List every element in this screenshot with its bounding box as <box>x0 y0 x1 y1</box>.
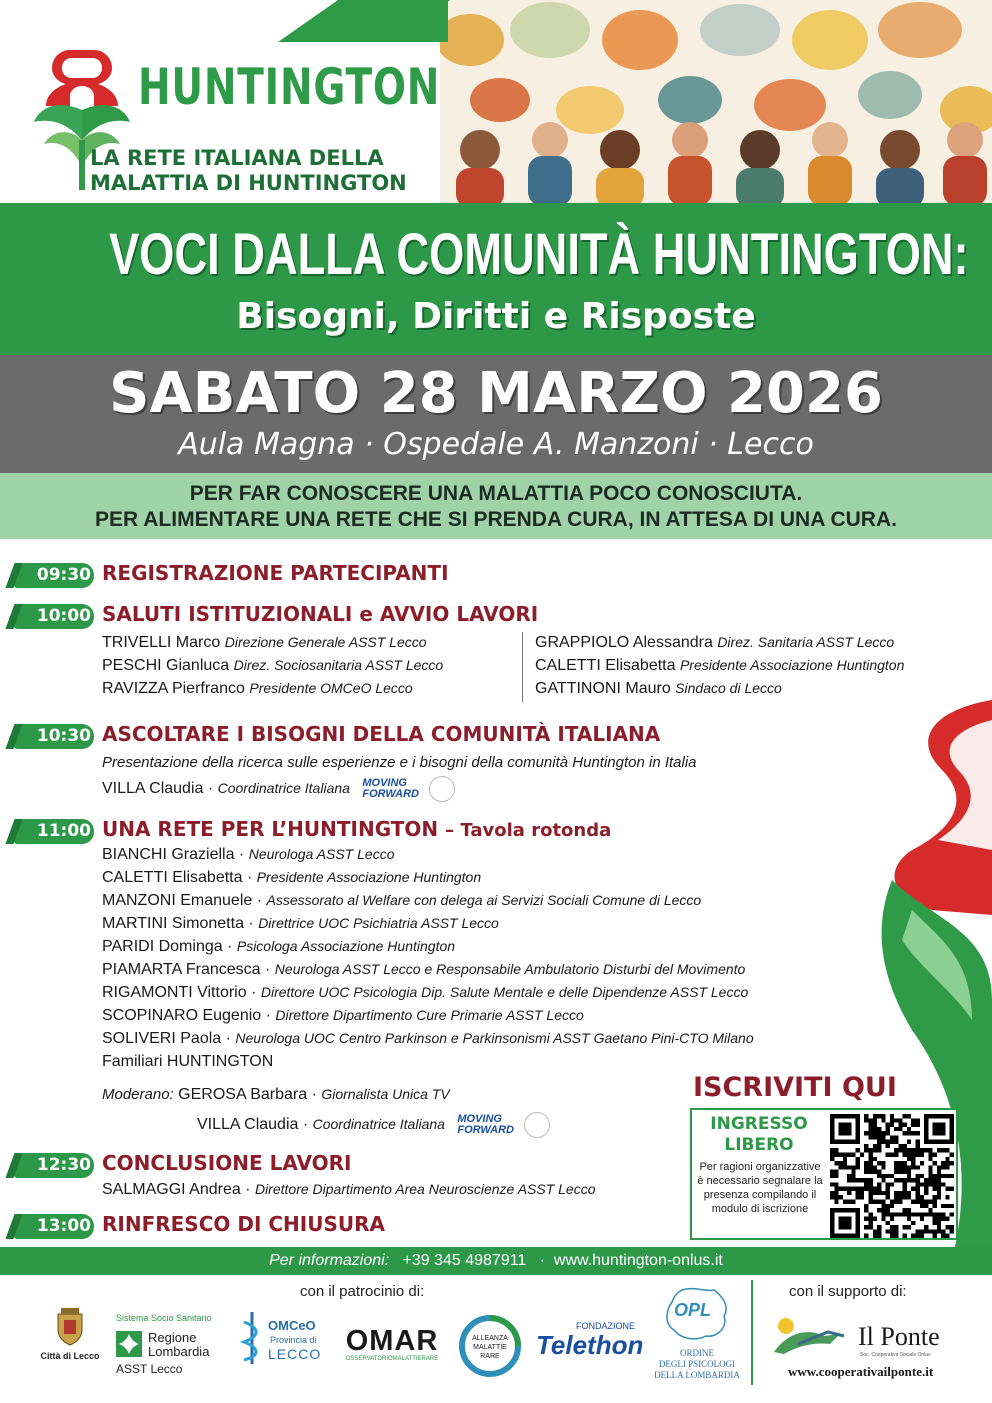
column-divider <box>522 632 523 702</box>
speaker-role: Neurologa UOC Centro Parkinson e Parkinsonismi ASST Gaetano Pini-CTO Milano <box>235 1030 754 1046</box>
watercolor-crowd-icon <box>440 0 992 203</box>
moderator-line: VILLA Claudia · Coordinatrice Italiana MOVING FORWARD <box>197 1112 550 1138</box>
logo-title: HUNTINGTON <box>138 58 441 116</box>
speaker-line: MARTINI Simonetta · Direttrice UOC Psichiatria ASST Lecco <box>102 915 499 932</box>
community-illustration <box>440 0 992 203</box>
speaker-role: Presidente Associazione Huntington <box>256 869 482 885</box>
speaker-role: Assessorato al Welfare con delega ai Servizi Sociali Comune di Lecco <box>266 892 702 908</box>
speaker-name: GRAPPIOLO Alessandra <box>535 634 713 651</box>
speaker-role: Neurologa ASST Lecco e Responsabile Ambulatorio Disturbi del Movimento <box>274 961 746 977</box>
speaker-name: VILLA Claudia <box>102 780 204 798</box>
speaker-line <box>102 1053 273 1071</box>
moderator-line: Moderano: GEROSA Barbara · Giornalista Unica TV <box>102 1086 450 1103</box>
speaker-name: MARTINI Simonetta <box>102 915 244 932</box>
speaker-line: BIANCHI Graziella · Neurologa ASST Lecco <box>102 846 395 863</box>
speaker-role: Direttore UOC Psicologia Dip. Salute Mentale e delle Dipendenze ASST Lecco <box>260 984 749 1000</box>
speaker-role: Direttore Dipartimento Area Neuroscienze ASST Lecco <box>254 1181 596 1197</box>
time-badge: 11:00 <box>14 819 94 844</box>
session-description: Presentazione della ricerca sulle esperienze e i bisogni della comunità Huntington in Italia <box>102 754 697 771</box>
logo-subtitle-line2: MALATTIA DI HUNTINGTON <box>90 171 407 195</box>
speaker-line <box>102 634 427 652</box>
time-badge: 13:00 <box>14 1214 94 1239</box>
sponsor-telethon: FONDAZIONE Telethon <box>536 1321 644 1360</box>
sponsor-omar: OMAR OSSERVATORIOMALATTIERARE <box>345 1325 439 1362</box>
lecco-crest-icon <box>55 1308 85 1346</box>
time-badge: 10:30 <box>14 724 94 749</box>
speaker-line: SOLIVERI Paola · Neurologa UOC Centro Parkinson e Parkinsonismi ASST Gaetano Pini-CTO Milano <box>102 1030 754 1047</box>
speaker-line: PIAMARTA Francesca · Neurologa ASST Lecco e Responsabile Ambulatorio Disturbi del Movimento <box>102 961 746 978</box>
time-badge: 10:00 <box>14 604 94 629</box>
moderator-name: VILLA Claudia <box>197 1116 299 1134</box>
speaker-role: Direttore Dipartimento Cure Primarie ASST Lecco <box>275 1007 584 1023</box>
speaker-name: MANZONI Emanuele <box>102 892 253 909</box>
time-badge: 12:30 <box>14 1153 94 1178</box>
speaker-role: Psicologa Associazione Huntington <box>236 938 456 954</box>
speaker-name: RAVIZZA Pierfranco <box>102 680 245 697</box>
huntington-small-logo-icon <box>524 1112 550 1138</box>
moderator-name: GEROSA Barbara <box>178 1086 308 1103</box>
speaker-line: CALETTI Elisabetta · Presidente Associazione Huntington <box>102 869 482 886</box>
speaker-name: PARIDI Dominga <box>102 938 223 955</box>
speaker-role: Coordinatrice Italiana <box>217 780 350 797</box>
title-band <box>0 203 992 355</box>
speaker-name: GATTINONI Mauro <box>535 680 671 697</box>
slot-title: REGISTRAZIONE PARTECIPANTI <box>102 561 449 585</box>
signup-box[interactable] <box>690 1108 958 1240</box>
slot-title: SALUTI ISTITUZIONALI e AVVIO LAVORI <box>102 602 539 626</box>
green-corner-shape <box>278 0 448 42</box>
il-ponte-bridge-icon <box>768 1314 848 1358</box>
speaker-name: TRIVELLI Marco <box>102 634 221 651</box>
huntington-small-logo-icon <box>429 776 455 802</box>
speaker-line: MANZONI Emanuele · Assessorato al Welfare con delega ai Servizi Sociali Comune di Lecco <box>102 892 702 909</box>
speaker-name: BIANCHI Graziella <box>102 846 235 863</box>
slot-title: UNA RETE PER L’HUNTINGTON – Tavola rotonda <box>102 817 612 841</box>
speaker-role: Sindaco di Lecco <box>675 680 782 696</box>
speaker-line: VILLA Claudia · Coordinatrice Italiana MOVING FORWARD <box>102 776 455 802</box>
speaker-role: Presidente Associazione Huntington <box>679 657 905 673</box>
registration-note: Per ragioni organizzative è necessario segnalare la presenza compilando il modulo di iscrizione <box>697 1161 823 1215</box>
speaker-name: PESCHI Gianluca <box>102 657 230 674</box>
slot-title: RINFRESCO DI CHIUSURA <box>102 1212 385 1236</box>
regione-lombardia-icon <box>116 1331 142 1357</box>
speaker-name: PIAMARTA Francesca <box>102 961 261 978</box>
support-label: con il supporto di: <box>789 1283 907 1300</box>
omceo-caduceus-icon <box>234 1310 270 1366</box>
speaker-line: RIGAMONTI Vittorio · Direttore UOC Psicologia Dip. Salute Mentale e delle Dipendenze ASST Lecco <box>102 984 749 1001</box>
event-title: VOCI DALLA COMUNITÀ HUNTINGTON: <box>109 222 969 287</box>
sponsor-lecco: Città di Lecco <box>38 1308 102 1361</box>
speaker-name: SCOPINARO Eugenio <box>102 1007 262 1024</box>
speaker-line: PARIDI Dominga · Psicologa Associazione Huntington <box>102 938 456 955</box>
time-badge: 09:30 <box>14 563 94 588</box>
speaker-line <box>102 657 443 675</box>
phone-number[interactable]: +39 345 4987911 <box>402 1252 527 1269</box>
motto-line2: PER ALIMENTARE UNA RETE CHE SI PRENDA CURA, IN ATTESA DI UNA CURA. <box>95 508 897 531</box>
speaker-role: Presidente OMCeO Lecco <box>249 680 413 696</box>
moving-forward-logo: MOVING FORWARD <box>457 1113 515 1136</box>
event-location: Aula Magna · Ospedale A. Manzoni · Lecco <box>178 427 814 462</box>
signup-title: ISCRIVITI QUI <box>693 1072 897 1103</box>
speaker-line <box>102 680 413 698</box>
speaker-name: CALETTI Elisabetta <box>102 869 243 886</box>
moderators-label: Moderano: <box>102 1086 174 1103</box>
speaker-role: Direzione Generale ASST Lecco <box>224 634 427 650</box>
poster-header <box>0 0 992 203</box>
motto-line1: PER FAR CONOSCERE UNA MALATTIA POCO CONOSCIUTA. <box>189 482 803 505</box>
sponsor-regione-lombardia: Sistema Socio Sanitario Regione Lombardia ASST Lecco <box>116 1313 212 1376</box>
motto-band <box>0 473 992 539</box>
speaker-role: Direz. Sanitaria ASST Lecco <box>717 634 895 650</box>
speaker-line <box>535 680 782 698</box>
speaker-role: Direttrice UOC Psichiatria ASST Lecco <box>258 915 499 931</box>
speaker-name: RIGAMONTI Vittorio <box>102 984 247 1001</box>
huntington-logo <box>30 40 441 200</box>
info-label: Per informazioni: <box>269 1252 390 1269</box>
moderator-role: Giornalista Unica TV <box>321 1086 450 1102</box>
logo-subtitle-line1: LA RETE ITALIANA DELLA <box>90 146 384 170</box>
sponsor-alleanza-malattie-rare: ALLEANZA MALATTIE RARE <box>458 1314 522 1378</box>
info-bar: Per informazioni: +39 345 4987911 · www.huntington-onlus.it <box>0 1247 992 1275</box>
slot-title: CONCLUSIONE LAVORI <box>102 1151 352 1175</box>
qr-code-icon[interactable] <box>830 1114 954 1238</box>
speaker-line: SALMAGGI Andrea · Direttore Dipartimento Area Neuroscienze ASST Lecco <box>102 1181 596 1198</box>
slot-subtitle: – Tavola rotonda <box>445 820 612 841</box>
moderator-role: Coordinatrice Italiana <box>312 1116 445 1133</box>
speaker-line <box>535 634 894 652</box>
slot-title: ASCOLTARE I BISOGNI DELLA COMUNITÀ ITALIANA <box>102 722 661 746</box>
sponsor-il-ponte: Il Ponte Soc. Cooperativa Sociale Onlus www.cooperativailponte.it <box>768 1314 958 1384</box>
moving-forward-logo: MOVING FORWARD <box>362 777 420 800</box>
date-band <box>0 355 992 473</box>
free-entry-label: INGRESSO LIBERO <box>710 1114 808 1155</box>
speaker-role: Neurologa ASST Lecco <box>248 846 395 862</box>
event-subtitle: Bisogni, Diritti e Risposte <box>236 296 756 337</box>
speaker-role: Direz. Sociosanitaria ASST Lecco <box>233 657 444 673</box>
speaker-name: Familiari HUNTINGTON <box>102 1053 274 1070</box>
speaker-name: SALMAGGI Andrea <box>102 1181 241 1198</box>
speaker-name: CALETTI Elisabetta <box>535 657 676 674</box>
website-link[interactable]: www.huntington-onlus.it <box>553 1252 723 1269</box>
speaker-name: SOLIVERI Paola <box>102 1030 222 1047</box>
speaker-line: SCOPINARO Eugenio · Direttore Dipartimento Cure Primarie ASST Lecco <box>102 1007 584 1024</box>
sponsor-divider <box>751 1280 753 1385</box>
sponsor-omceo: OMCeO Provincia di LECCO <box>234 1310 324 1370</box>
patronage-label: con il patrocinio di: <box>300 1283 425 1300</box>
speaker-line <box>535 657 904 675</box>
sponsor-opl: OPL ORDINE DEGLI PSICOLOGI DELLA LOMBARDIA <box>652 1286 742 1386</box>
event-date: SABATO 28 MARZO 2026 <box>109 361 883 426</box>
